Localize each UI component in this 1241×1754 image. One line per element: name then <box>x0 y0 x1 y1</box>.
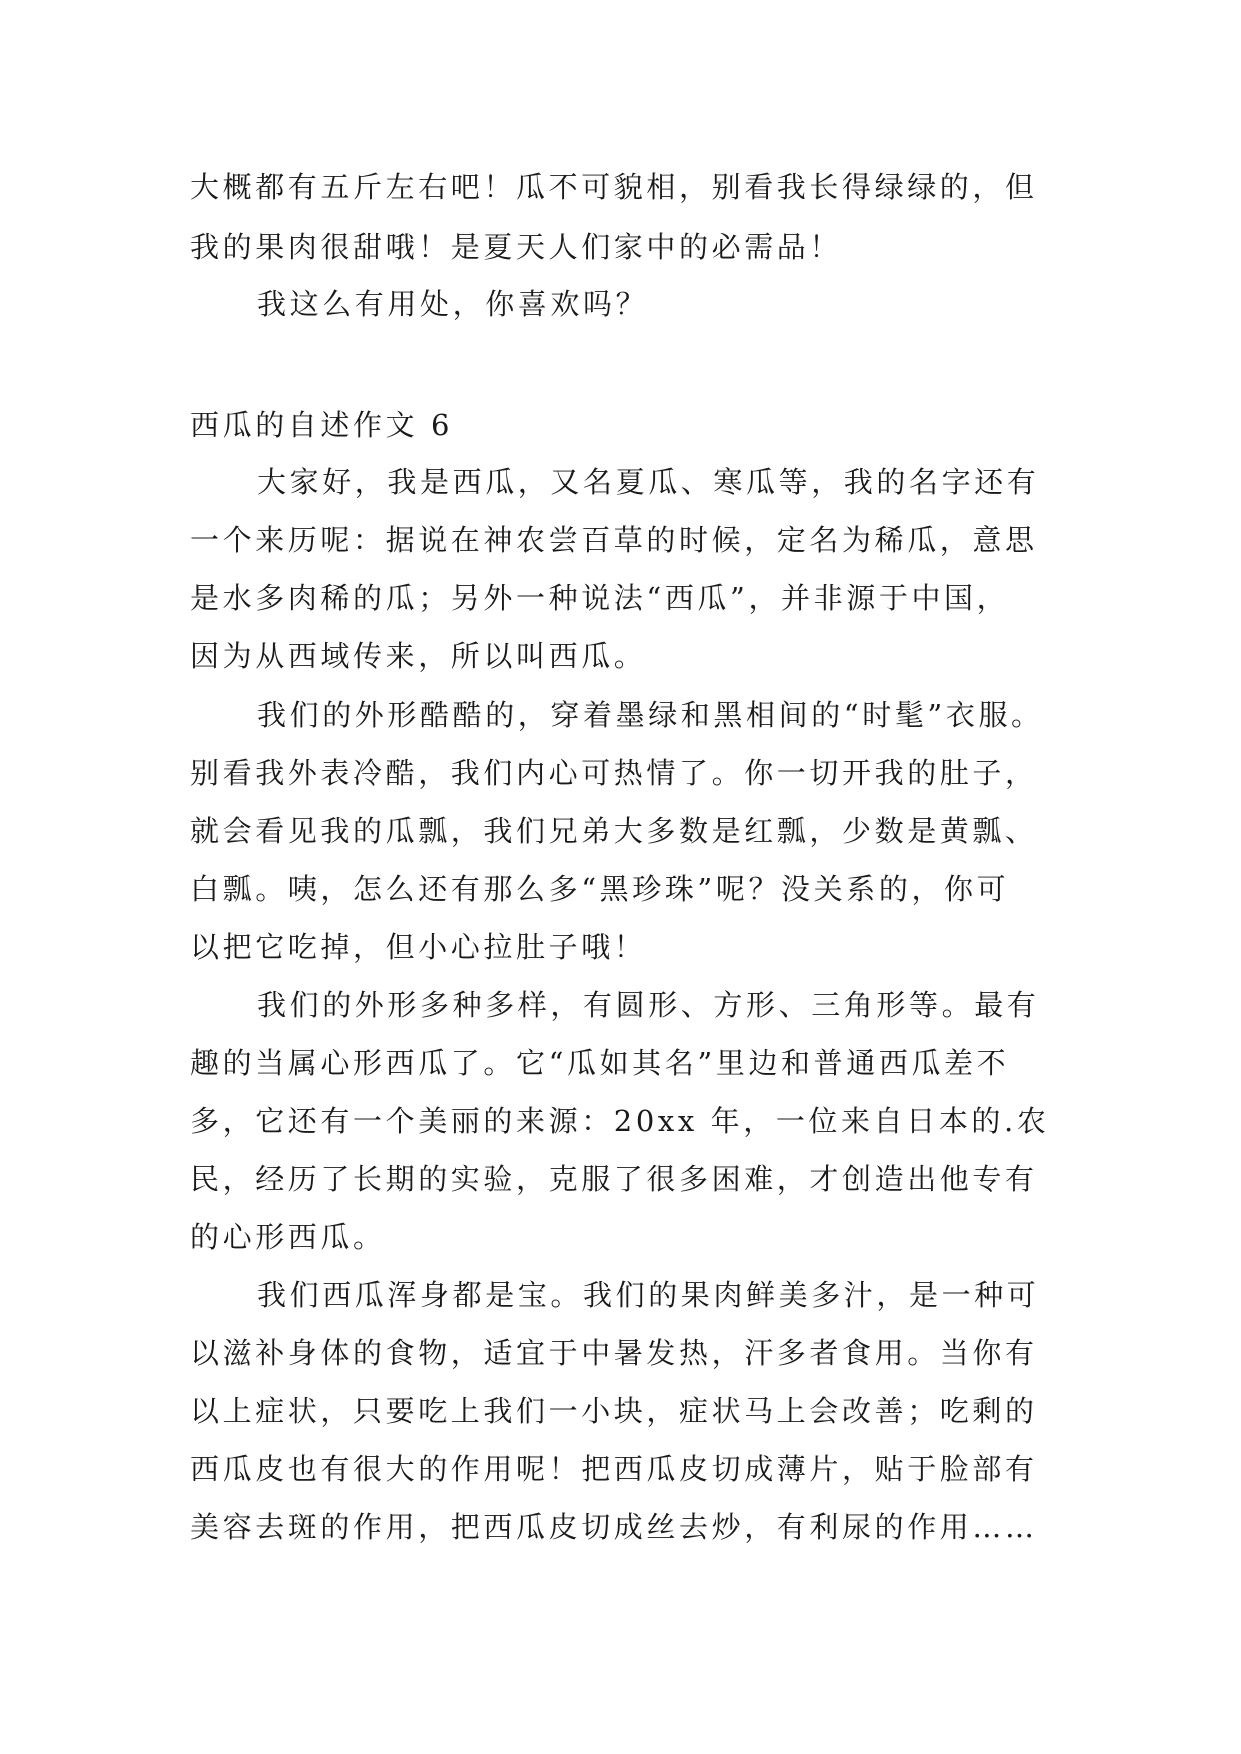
p1-line-2: 一个来历呢：据说在神农尝百草的时候，定名为稀瓜，意思 <box>190 523 1038 557</box>
p3-line-2: 趣的当属心形西瓜了。它“瓜如其名”里边和普通西瓜差不 <box>190 1046 1010 1080</box>
p1-line-4: 因为从西域传来，所以叫西瓜。 <box>190 639 647 673</box>
p4-line-2: 以滋补身体的食物，适宜于中暑发热，汗多者食用。当你有 <box>190 1336 1038 1370</box>
intro-line-2: 我的果肉很甜哦！是夏天人们家中的必需品！ <box>190 230 843 264</box>
p4-line-3: 以上症状，只要吃上我们一小块，症状马上会改善；吃剩的 <box>190 1394 1038 1428</box>
p1-line-3: 是水多肉稀的瓜；另外一种说法“西瓜”，并非源于中国， <box>190 581 1010 615</box>
p3-line-3: 多，它还有一个美丽的来源：20xx 年，一位来自日本的.农 <box>190 1104 1050 1138</box>
p3-line-4: 民，经历了长期的实验，克服了很多困难，才创造出他专有 <box>190 1162 1038 1196</box>
p2-line-5: 以把它吃掉，但小心拉肚子哦！ <box>190 930 647 964</box>
closing-line: 我这么有用处，你喜欢吗？ <box>257 287 649 321</box>
intro-line-1: 大概都有五斤左右吧！瓜不可貌相，别看我长得绿绿的，但 <box>190 170 1038 204</box>
essay-title: 西瓜的自述作文 6 <box>190 408 454 442</box>
p4-line-4: 西瓜皮也有很大的作用呢！把西瓜皮切成薄片，贴于脸部有 <box>190 1452 1038 1486</box>
p2-line-3: 就会看见我的瓜瓢，我们兄弟大多数是红瓢，少数是黄瓢、 <box>190 814 1038 848</box>
p2-line-2: 别看我外表冷酷，我们内心可热情了。你一切开我的肚子， <box>190 756 1038 790</box>
p2-line-1: 我们的外形酷酷的，穿着墨绿和黑相间的“时髦”衣服。 <box>257 698 1044 732</box>
p4-line-5: 美容去斑的作用，把西瓜皮切成丝去炒，有利尿的作用…… <box>190 1510 1038 1544</box>
p4-line-1: 我们西瓜浑身都是宝。我们的果肉鲜美多汁，是一种可 <box>257 1278 1040 1312</box>
p1-line-1: 大家好，我是西瓜，又名夏瓜、寒瓜等，我的名字还有 <box>257 465 1040 499</box>
p2-line-4: 白瓢。咦，怎么还有那么多“黑珍珠”呢？没关系的，你可 <box>190 872 1010 906</box>
p3-line-5: 的心形西瓜。 <box>190 1220 386 1254</box>
p3-line-1: 我们的外形多种多样，有圆形、方形、三角形等。最有 <box>257 988 1040 1022</box>
